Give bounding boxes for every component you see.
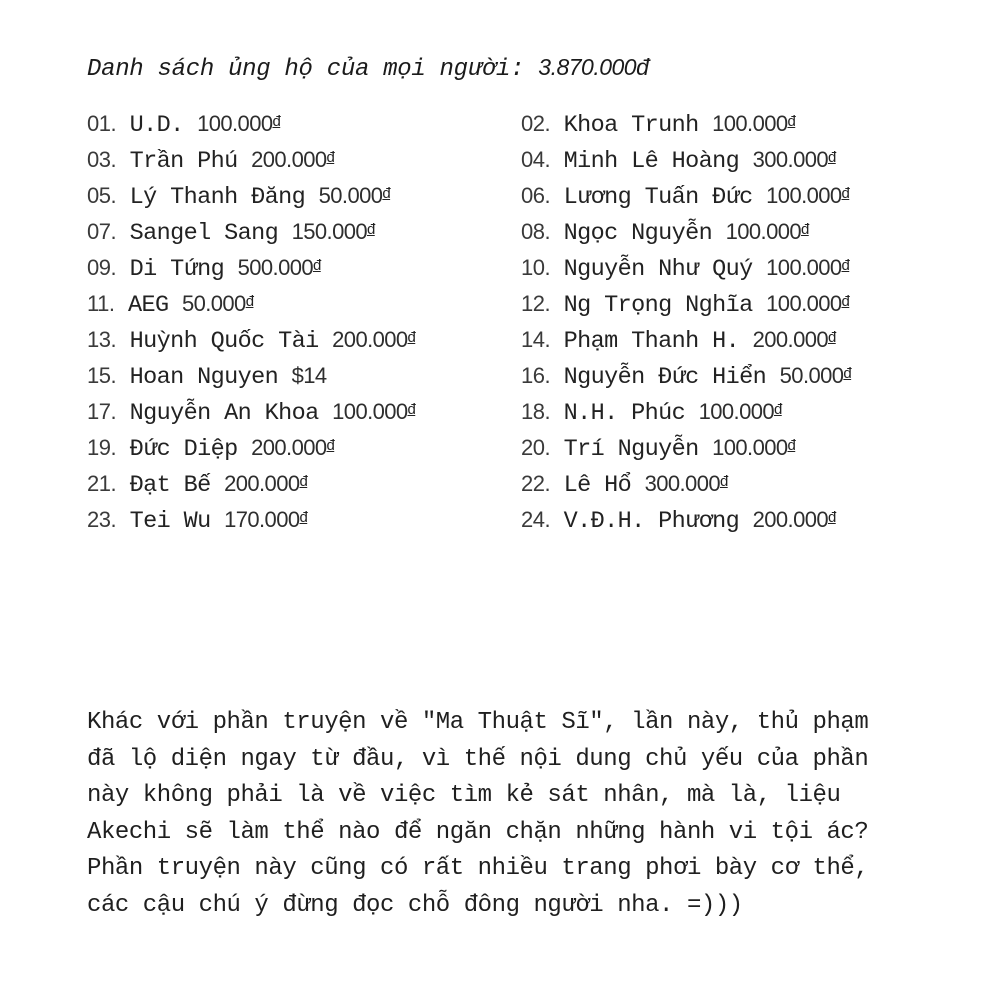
donor-number: 09.	[87, 255, 117, 280]
donor-amount: 100.000	[712, 111, 788, 136]
donor-number: 07.	[87, 219, 117, 244]
donor-number: 16.	[521, 363, 551, 388]
donor-item	[87, 428, 521, 464]
donor-name: Ngọc Nguyễn	[563, 220, 713, 247]
donor-number: 24.	[521, 507, 551, 532]
donor-amount: 100.000	[698, 399, 774, 424]
paragraph-line: các cậu chú ý đừng đọc chỗ đông người nha. =)))	[87, 891, 743, 919]
donor-name: Hoan Nguyen	[129, 364, 279, 391]
currency-symbol: đ	[841, 293, 850, 310]
donor-number: 14.	[521, 327, 551, 352]
donor-name: Lê Hổ	[563, 472, 632, 499]
currency-symbol: đ	[841, 185, 850, 202]
donor-amount: 170.000	[224, 507, 300, 532]
donor-item	[521, 284, 947, 320]
donor-item	[521, 248, 947, 284]
donor-name: Nguyễn Đức Hiển	[563, 364, 767, 391]
donor-item	[521, 392, 947, 428]
currency-symbol: đ	[787, 437, 796, 454]
donor-number: 10.	[521, 255, 551, 280]
donor-number: 20.	[521, 435, 551, 460]
donor-item	[521, 176, 947, 212]
donor-amount: 100.000	[725, 219, 801, 244]
donation-list-title	[87, 54, 648, 83]
donor-amount: 100.000	[332, 399, 408, 424]
paragraph-line: Khác với phần truyện về "Ma Thuật Sĩ", lần này, thủ phạm	[87, 709, 869, 736]
paragraph-line: Phần truyện này cũng có rất nhiều trang phơi bày cơ thể,	[87, 855, 869, 882]
donor-item	[521, 464, 947, 500]
donor-amount: 300.000	[752, 147, 828, 172]
currency-symbol: đ	[773, 401, 782, 418]
donor-item	[87, 320, 521, 356]
donor-amount: 50.000	[779, 363, 844, 388]
donor-number: 04.	[521, 147, 551, 172]
donor-name: Trần Phú	[129, 148, 238, 175]
donor-number: 18.	[521, 399, 551, 424]
currency-symbol: đ	[827, 509, 836, 526]
total-value: 3.870.000	[538, 54, 637, 80]
currency-symbol: đ	[827, 149, 836, 166]
currency-symbol: đ	[366, 221, 375, 238]
donor-name: Trí Nguyễn	[563, 436, 699, 463]
donor-item	[521, 356, 947, 392]
donor-name: Khoa Trunh	[563, 112, 699, 139]
donor-amount: 500.000	[237, 255, 313, 280]
donor-item	[521, 140, 947, 176]
currency-symbol: đ	[245, 293, 254, 310]
donor-item	[87, 284, 521, 320]
currency-symbol: đ	[841, 257, 850, 274]
donor-number: 11.	[87, 291, 115, 316]
donor-amount: 50.000	[318, 183, 383, 208]
currency-symbol: đ	[636, 54, 649, 80]
donor-number: 05.	[87, 183, 117, 208]
donor-number: 17.	[87, 399, 117, 424]
donor-amount: 200.000	[251, 147, 327, 172]
donor-item	[87, 392, 521, 428]
donor-name: Đạt Bế	[129, 472, 211, 499]
donor-item	[87, 212, 521, 248]
donor-number: 23.	[87, 507, 117, 532]
donor-item	[521, 320, 947, 356]
donor-item	[521, 428, 947, 464]
currency-symbol: đ	[326, 437, 335, 454]
donor-name: Sangel Sang	[129, 220, 279, 247]
donor-amount: 200.000	[752, 507, 828, 532]
donor-name: AEG	[127, 292, 169, 319]
donor-name: Huỳnh Quốc Tài	[129, 328, 319, 355]
donor-name: Di Tứng	[129, 256, 225, 283]
donor-number: 22.	[521, 471, 551, 496]
donor-number: 02.	[521, 111, 551, 136]
donor-item	[521, 500, 947, 536]
paragraph-line: đã lộ diện ngay từ đầu, vì thế nội dung chủ yếu của phần	[87, 745, 869, 773]
donor-amount: 100.000	[766, 255, 842, 280]
donor-name: Lý Thanh Đăng	[129, 184, 306, 211]
donor-amount: 200.000	[251, 435, 327, 460]
donor-number: 13.	[87, 327, 117, 352]
donor-item	[521, 212, 947, 248]
donor-amount: 200.000	[224, 471, 300, 496]
donor-amount: 50.000	[182, 291, 246, 316]
donor-amount: 100.000	[197, 111, 273, 136]
donor-name: Lương Tuấn Đức	[563, 184, 753, 211]
currency-symbol: đ	[272, 113, 281, 130]
donor-amount: $14	[291, 363, 327, 388]
donor-number: 19.	[87, 435, 117, 460]
donor-number: 12.	[521, 291, 551, 316]
donor-item	[87, 248, 521, 284]
donor-number: 01.	[87, 111, 117, 136]
currency-symbol: đ	[787, 113, 796, 130]
total-amount	[538, 54, 648, 80]
donor-name: Tei Wu	[129, 508, 211, 535]
donor-item	[87, 464, 521, 500]
donor-name: Phạm Thanh H.	[563, 328, 740, 355]
donor-amount: 150.000	[291, 219, 367, 244]
donor-number: 21.	[87, 471, 117, 496]
donor-name: Nguyễn Như Quý	[563, 256, 753, 283]
donor-number: 08.	[521, 219, 551, 244]
donor-name: Nguyễn An Khoa	[129, 400, 319, 427]
paragraph-line: này không phải là về việc tìm kẻ sát nhân, mà là, liệu	[87, 782, 841, 809]
donor-name: V.Đ.H. Phương	[563, 508, 740, 535]
donor-amount: 100.000	[712, 435, 788, 460]
title-text: Danh sách ủng hộ của mọi người:	[87, 56, 539, 83]
description-paragraph	[87, 705, 927, 924]
donor-name: N.H. Phúc	[563, 400, 686, 427]
donor-item	[87, 176, 521, 212]
currency-symbol: đ	[719, 473, 728, 490]
donor-amount: 200.000	[332, 327, 408, 352]
donor-list	[87, 104, 947, 536]
donor-name: Minh Lê Hoàng	[563, 148, 740, 175]
donor-number: 15.	[87, 363, 117, 388]
donor-amount: 300.000	[644, 471, 720, 496]
donor-number: 03.	[87, 147, 117, 172]
donor-number: 06.	[521, 183, 551, 208]
donor-item	[87, 104, 521, 140]
donor-name: U.D.	[129, 112, 184, 139]
donor-item	[87, 140, 521, 176]
paragraph-line: Akechi sẽ làm thể nào để ngăn chặn những hành vi tội ác?	[87, 818, 869, 846]
donor-item	[87, 356, 521, 392]
currency-symbol: đ	[407, 329, 416, 346]
currency-symbol: đ	[407, 401, 416, 418]
donor-name: Đức Diệp	[129, 436, 238, 463]
currency-symbol: đ	[382, 185, 391, 202]
currency-symbol: đ	[326, 149, 335, 166]
currency-symbol: đ	[312, 257, 321, 274]
currency-symbol: đ	[299, 509, 308, 526]
currency-symbol: đ	[827, 329, 836, 346]
currency-symbol: đ	[299, 473, 308, 490]
donor-item	[521, 104, 947, 140]
donor-amount: 100.000	[766, 183, 842, 208]
currency-symbol: đ	[843, 365, 852, 382]
donor-amount: 100.000	[766, 291, 842, 316]
donor-item	[87, 500, 521, 536]
donor-amount: 200.000	[752, 327, 828, 352]
currency-symbol: đ	[800, 221, 809, 238]
donor-name: Ng Trọng Nghĩa	[563, 292, 753, 319]
